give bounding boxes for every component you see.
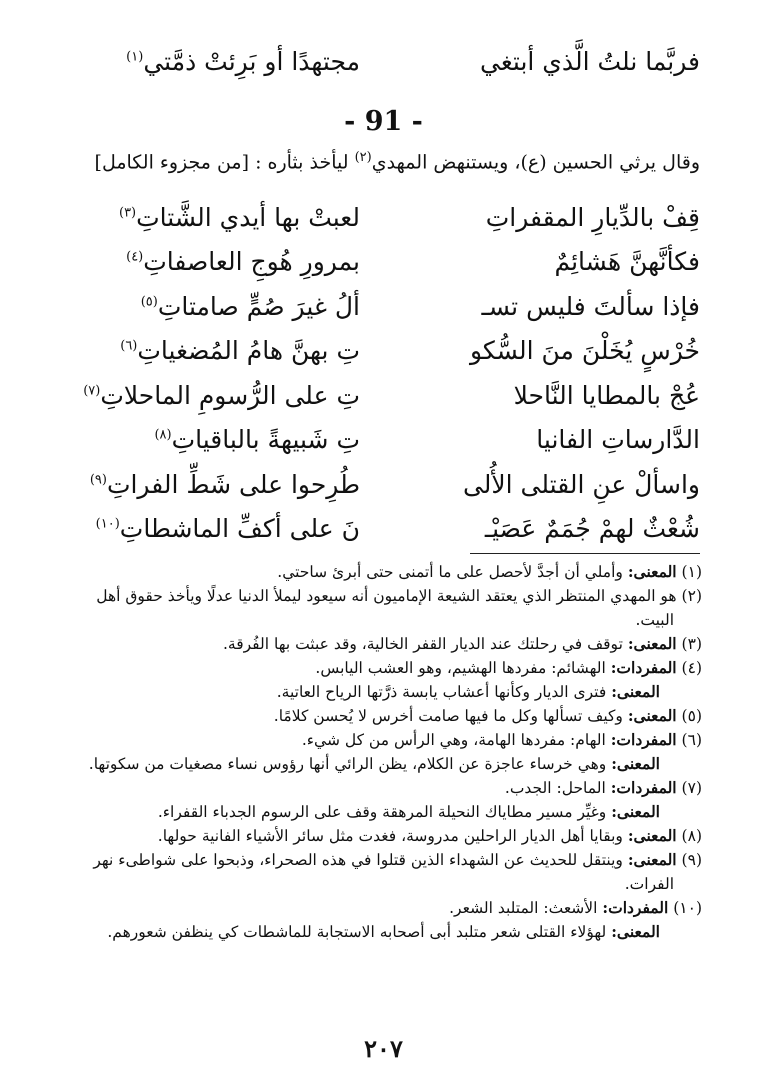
poem-intro: وقال يرثي الحسين (ع)، ويستنهض المهدي$^{(٢)}$ ليأخذ بثأره : [من مجزوء الكامل] <box>94 150 700 174</box>
footnote-number: (٣) <box>681 635 702 653</box>
footnote <box>70 704 702 728</box>
verse-left-hemistich: ألُ غيرَ صُمٍّ صامتاتِ$^{(٥)}$ <box>140 291 360 321</box>
footnote <box>70 632 702 656</box>
footnote-ref: (٩) <box>89 472 107 488</box>
footnote-text: الهام: مفردها الهامة، وهي الرأس من كل شيء. <box>301 731 611 749</box>
footnote-text: وهي خرساء عاجزة عن الكلام، يظن الرائي أنها رؤوس نساء مصغيات من سكوتها. <box>88 755 612 773</box>
verse-left-hemistich: لعبتْ بها أيدي الشَّتاتِ$^{(٣)}$ <box>118 202 360 232</box>
footnote-ref: (٢) <box>354 150 372 165</box>
footnote-label: المعنى: <box>627 826 677 845</box>
footnote-number: (٦) <box>681 731 702 749</box>
footnote-ref: (١) <box>126 49 144 65</box>
verse-left-hemistich: طُرِحوا على شَطِّ الفراتِ$^{(٩)}$ <box>89 469 360 499</box>
footnote-ref: (٦) <box>120 338 138 354</box>
footnote-label: المعنى: <box>611 922 660 941</box>
footnote-number: (٧) <box>681 779 702 797</box>
footnote-text: الأشعث: المتلبد الشعر. <box>449 899 603 917</box>
footnote-number: (٥) <box>681 707 702 725</box>
footnote-text: الماحل: الجدب. <box>504 779 611 797</box>
footnotes <box>70 560 702 944</box>
verse-line <box>60 417 700 463</box>
footnote <box>70 896 702 920</box>
footnote-ref: (٥) <box>140 294 158 310</box>
footnote <box>70 776 702 800</box>
page-number: ٢٠٧ <box>364 1034 403 1063</box>
footnote-number: (١٠) <box>673 899 702 917</box>
footnote <box>70 920 702 944</box>
verse-left-hemistich: بمرورِ هُوجِ العاصفاتِ$^{(٤)}$ <box>126 247 360 276</box>
verse-line <box>60 194 700 240</box>
verse-line <box>60 506 700 552</box>
footnote-text: وأملي أن أجدَّ لأحصل على ما أتمنى حتى أبرئ ساحتي. <box>277 563 628 581</box>
footnote-number: (٨) <box>681 827 702 845</box>
verse-line <box>60 283 700 329</box>
footnote-number: (٤) <box>681 659 702 677</box>
verse-left-hemistich: مجتهدًا أو بَرِئتْ ذمَّتي$^{(١)}$ <box>126 46 360 76</box>
footnote-label: المعنى: <box>627 562 677 581</box>
poem-number: - 91 - <box>344 106 423 137</box>
footnote-label: المعنى: <box>627 706 677 725</box>
footnote-label: المفردات: <box>610 658 677 677</box>
footnote <box>70 848 702 896</box>
footnote-label: المعنى: <box>611 754 660 773</box>
verse-line <box>60 372 700 418</box>
verse-right-hemistich: عُجْ بالمطايا النَّاحلا <box>513 380 700 410</box>
footnote <box>70 560 702 584</box>
footnote <box>70 752 702 776</box>
verse-left-hemistich: تِ شَبيهةً بالباقياتِ$^{(٨)}$ <box>154 425 360 454</box>
verse-line <box>60 328 700 374</box>
verse-left-hemistich: تِ على الرُّسومِ الماحلاتِ$^{(٧)}$ <box>83 380 360 410</box>
verse-right-hemistich: قِفْ بالدِّيارِ المقفراتِ <box>485 202 700 232</box>
verse-right-hemistich: فإذا سألتَ فليس تسـ <box>481 291 700 321</box>
footnote-divider <box>470 553 700 554</box>
footnote <box>70 680 702 704</box>
verse-right-hemistich: واسألْ عنِ القتلى الأُلى <box>462 469 700 499</box>
verse-line <box>60 239 700 285</box>
verse-left-hemistich: تِ بهنَّ هامُ المُضغياتِ$^{(٦)}$ <box>120 336 360 365</box>
verse-line <box>60 461 700 507</box>
footnote-ref: (٧) <box>83 383 101 399</box>
footnote-ref: (٤) <box>126 249 144 265</box>
verse-right-hemistich: خُرْسٍ يُخَلْنَ منَ السُّكو <box>469 336 700 365</box>
footnote <box>70 800 702 824</box>
footnote-text: وغيِّر مسير مطاياك النحيلة المرهقة وقف على الرسوم الجدباء القفراء. <box>157 803 612 821</box>
footnote-text: هو المهدي المنتظر الذي يعتقد الشيعة الإماميون أنه سيعود ليملأ الدنيا عدلًا ويأخذ حقوق أهل البيت. <box>96 587 677 629</box>
footnote-text: فترى الديار وكأنها أعشاب يابسة ذرَّتها الرياح العاتية. <box>276 683 612 701</box>
footnote-label: المعنى: <box>627 850 677 869</box>
carryover-verse <box>60 38 700 84</box>
footnote <box>70 584 702 632</box>
footnote-ref: (١٠) <box>95 516 120 532</box>
footnote-label: المفردات: <box>610 778 677 797</box>
footnote-label: المعنى: <box>611 802 660 821</box>
footnote-number: (٩) <box>681 851 702 869</box>
footnote-text: الهشائم: مفردها الهشيم، وهو العشب اليابس. <box>315 659 611 677</box>
verse-right-hemistich: فربَّما نلتُ الَّذي أبتغي <box>480 46 700 76</box>
footnote-text: وكيف تسألها وكل ما فيها صامت أخرس لا يُحسن كلامًا. <box>273 707 628 725</box>
footnote-text: لهؤلاء القتلى شعر متلبد أبى أصحابه الاستجابة للماشطات كي ينظفن شعورهم. <box>107 923 612 941</box>
verse-right-hemistich: شُعْثٌ لهمْ جُمَمٌ عَصَيْـ <box>484 514 700 543</box>
verse-right-hemistich: فكأنَّهنَّ هَشائِمٌ <box>554 247 700 276</box>
verse-left-hemistich: نَ على أكفِّ الماشطاتِ$^{(١٠)}$ <box>95 514 360 543</box>
footnote-number: (٢) <box>681 587 702 605</box>
footnote-label: المعنى: <box>627 634 677 653</box>
footnote <box>70 728 702 752</box>
footnote-label: المعنى: <box>611 682 660 701</box>
footnote-text: وينتقل للحديث عن الشهداء الذين قتلوا في هذه الصحراء، وذبحوا على شواطىء نهر الفرات. <box>93 851 674 893</box>
footnote <box>70 656 702 680</box>
footnote-number: (١) <box>681 563 702 581</box>
footnote <box>70 824 702 848</box>
footnote-label: المفردات: <box>610 730 677 749</box>
footnote-ref: (٣) <box>118 205 137 221</box>
verse-right-hemistich: الدَّارساتِ الفانيا <box>536 425 700 454</box>
footnote-label: المفردات: <box>602 898 669 917</box>
footnote-text: وبقايا أهل الديار الراحلين مدروسة، فغدت مثل سائر الأشياء الفانية حولها. <box>157 827 628 845</box>
footnote-text: توقف في رحلتك عند الديار القفر الخالية، وقد عبثت بها الفُرقة. <box>222 635 628 653</box>
footnote-ref: (٨) <box>154 427 172 443</box>
